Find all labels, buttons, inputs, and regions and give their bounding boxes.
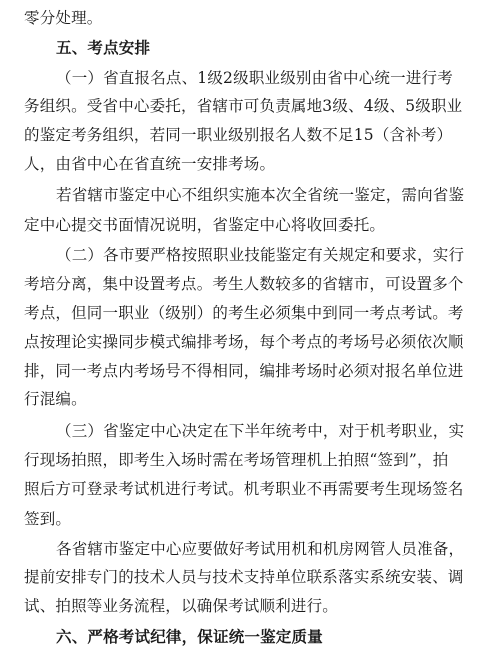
text-line: 若省辖市鉴定中心不组织实施本次全省统一鉴定，需向省鉴 — [56, 186, 465, 204]
text-line: 试、拍照等业务流程，以确保考试顺利进行。 — [24, 597, 339, 615]
text-line: 行现场拍照，即考生入场时需在考场管理机上拍照“签到”，拍 — [24, 451, 449, 469]
section-heading: 六、严格考试纪律，保证统一鉴定质量 — [56, 628, 323, 646]
text-line: 排，同一考点内考场号不得相同，编排考场时必须对报名单位进 — [24, 362, 464, 380]
text-line: （三）省鉴定中心决定在下半年统考中，对于机考职业，实 — [56, 422, 465, 440]
text-line: 照后方可登录考试机进行考试。机考职业不再需要考生现场签名 — [24, 480, 464, 498]
text-line: 提前安排专门的技术人员与技术支持单位联系落实系统安装、调 — [24, 568, 464, 586]
text-line: 行混编。 — [24, 390, 87, 408]
text-line: 签到。 — [24, 510, 72, 528]
section-heading: 五、考点安排 — [56, 39, 151, 57]
text-line: 定中心提交书面情况说明，省鉴定中心将收回委托。 — [24, 216, 386, 234]
text-line: 的鉴定考务组织，若同一职业级别报名人数不足15（含补考） — [24, 126, 453, 144]
text-line: 考点，但同一职业（级别）的考生必须集中到同一考点考试。考 — [24, 304, 464, 322]
text-line: 务组织。受省中心委托，省辖市可负责属地3级、4级、5级职业 — [24, 97, 463, 115]
text-line: 考培分离，集中设置考点。考生人数较多的省辖市，可设置多个 — [24, 275, 464, 293]
text-line: （二）各市要严格按照职业技能鉴定有关规定和要求，实行 — [56, 246, 465, 264]
text-line: 各省辖市鉴定中心应要做好考试用机和机房网管人员准备， — [56, 540, 465, 558]
text-line: 零分处理。 — [24, 9, 103, 27]
text-line: 点按理论实操同步模式编排考场，每个考点的考场号必须依次顺 — [24, 333, 464, 351]
text-line: （一）省直报名点、1级2级职业级别由省中心统一进行考 — [56, 69, 453, 87]
text-line: 人，由省中心在省直统一安排考场。 — [24, 155, 276, 173]
